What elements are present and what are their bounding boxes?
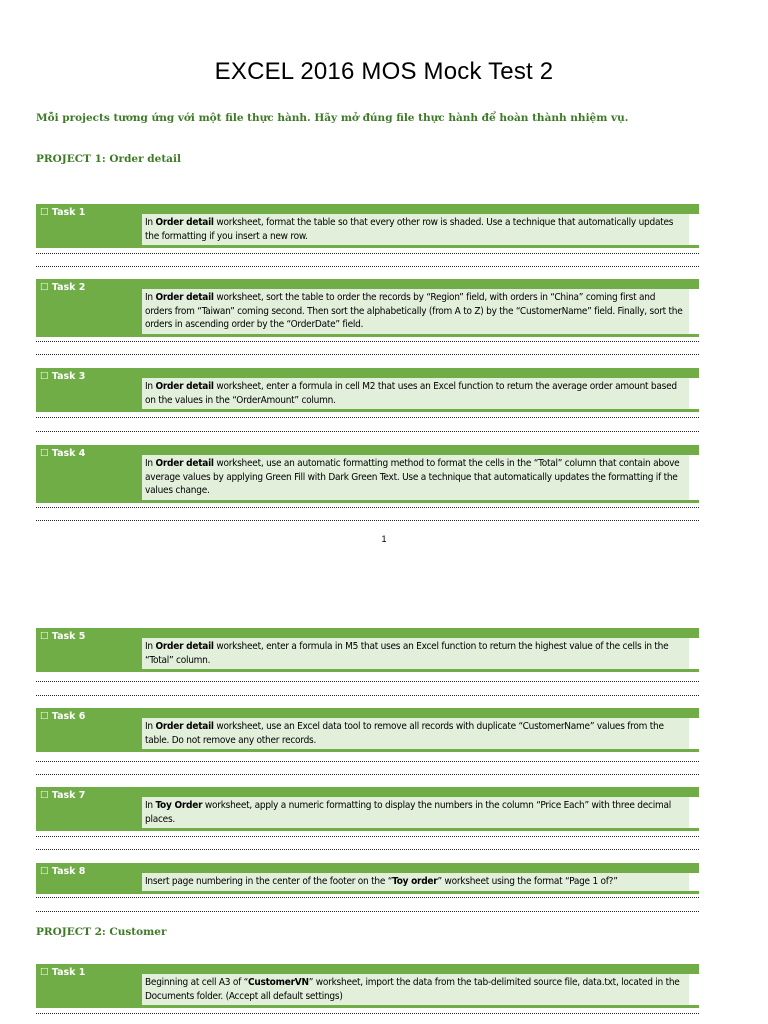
task-box — [36, 204, 699, 248]
task-description: In Order detail worksheet, use an automatic formatting method to format the cells in the “Total” column that contain above average values by applying Green Fill with Dark Green Text. Use a technique that automatically updates the formatting if the values change. — [142, 455, 689, 500]
task-box — [36, 445, 699, 503]
task-box — [36, 368, 699, 412]
worksheet-name: Order detail — [155, 721, 214, 732]
answer-line — [36, 774, 699, 775]
task-label: ☐ Task 4 — [40, 448, 86, 459]
answer-line — [36, 341, 699, 342]
answer-line — [36, 1013, 699, 1014]
answer-line — [36, 520, 699, 521]
answer-line — [36, 417, 699, 418]
task-description: In Order detail worksheet, enter a formula in M5 that uses an Excel function to return the highest value of the cells in the “Total” column. — [142, 638, 689, 669]
task-label: ☐ Task 3 — [40, 371, 86, 382]
task-label: ☐ Task 6 — [40, 711, 86, 722]
project-heading: PROJECT 2: Customer — [36, 926, 167, 938]
answer-line — [36, 695, 699, 696]
task-description: In Order detail worksheet, sort the table to order the records by “Region” field, with orders in “China” coming first and orders from “Taiwan” coming second. Then sort the alphabetically (from A to Z) by the “CustomerName” field. Finally, sort the orders in ascending order by the “OrderDate” field. — [142, 289, 689, 334]
task-box — [36, 279, 699, 337]
task-label: ☐ Task 1 — [40, 207, 86, 218]
answer-line — [36, 911, 699, 912]
worksheet-name: Toy order — [392, 876, 438, 887]
answer-line — [36, 431, 699, 432]
project-heading: PROJECT 1: Order detail — [36, 153, 181, 165]
answer-line — [36, 266, 699, 267]
worksheet-name: CustomerVN — [248, 977, 309, 988]
page-number: 1 — [381, 534, 387, 544]
answer-line — [36, 354, 699, 355]
intro-text: Mỗi projects tương ứng với một file thực hành. Hãy mở đúng file thực hành để hoàn thành nhiệm vụ. — [36, 112, 629, 124]
task-description: Insert page numbering in the center of the footer on the “Toy order” worksheet using the format “Page 1 of?” — [142, 873, 689, 891]
task-label: ☐ Task 5 — [40, 631, 86, 642]
answer-line — [36, 897, 699, 898]
worksheet-name: Order detail — [155, 292, 214, 303]
task-box — [36, 708, 699, 752]
task-box — [36, 628, 699, 672]
task-description: Beginning at cell A3 of “CustomerVN” worksheet, import the data from the tab-delimited source file, data.txt, located in the Documents folder. (Accept all default settings) — [142, 974, 689, 1005]
task-label: ☐ Task 1 — [40, 967, 86, 978]
answer-line — [36, 253, 699, 254]
task-description: In Order detail worksheet, enter a formula in cell M2 that uses an Excel function to return the average order amount based on the values in the “OrderAmount” column. — [142, 378, 689, 409]
answer-line — [36, 761, 699, 762]
page-title: EXCEL 2016 MOS Mock Test 2 — [214, 58, 554, 85]
answer-line — [36, 849, 699, 850]
task-box — [36, 787, 699, 831]
task-box — [36, 964, 699, 1008]
task-label: ☐ Task 2 — [40, 282, 86, 293]
worksheet-name: Toy Order — [155, 800, 203, 811]
worksheet-name: Order detail — [155, 458, 214, 469]
answer-line — [36, 507, 699, 508]
task-label: ☐ Task 8 — [40, 866, 86, 877]
task-description: In Order detail worksheet, use an Excel data tool to remove all records with duplicate “CustomerName” values from the table. Do not remove any other records. — [142, 718, 689, 749]
worksheet-name: Order detail — [155, 217, 214, 228]
task-box — [36, 863, 699, 894]
worksheet-name: Order detail — [155, 641, 214, 652]
worksheet-name: Order detail — [155, 381, 214, 392]
task-label: ☐ Task 7 — [40, 790, 86, 801]
answer-line — [36, 681, 699, 682]
task-description: In Toy Order worksheet, apply a numeric formatting to display the numbers in the column “Price Each” with three decimal places. — [142, 797, 689, 828]
task-description: In Order detail worksheet, format the table so that every other row is shaded. Use a technique that automatically updates the formatting if you insert a new row. — [142, 214, 689, 245]
answer-line — [36, 836, 699, 837]
